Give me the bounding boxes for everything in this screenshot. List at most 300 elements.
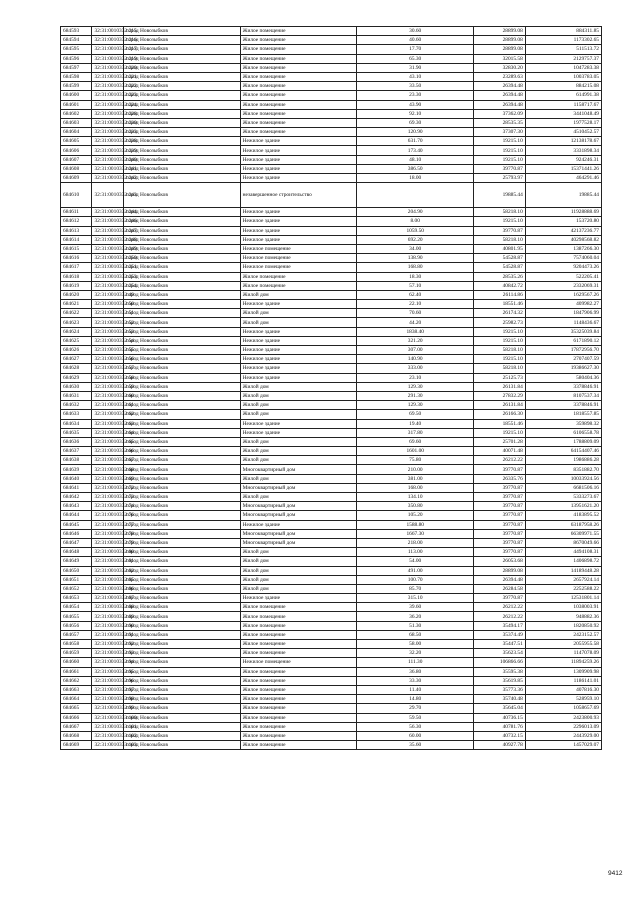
object-type-cell: Нежилое здание bbox=[240, 155, 357, 164]
specific-value-cell: 35773.36 bbox=[474, 685, 526, 694]
table-row bbox=[61, 548, 602, 557]
cadastral-number-cell: 32:31:0010332:81 bbox=[92, 557, 123, 566]
specific-value-cell: 40732.15 bbox=[474, 731, 526, 740]
address-cell: город Новозыбков bbox=[123, 346, 240, 355]
row-number-cell: 684629 bbox=[61, 373, 92, 382]
cadastral-value-cell: 2657924.14 bbox=[525, 575, 601, 584]
cadastral-number-cell: 32:31:0010332:217 bbox=[92, 45, 123, 54]
cadastral-value-cell: 1818557.85 bbox=[525, 410, 601, 419]
cadastral-value-cell: 1003783.05 bbox=[525, 72, 601, 81]
object-type-cell: Нежилое помещение bbox=[240, 244, 357, 253]
cadastral-value-cell: 1457029.07 bbox=[525, 741, 601, 750]
cadastral-value-cell: 11928888.69 bbox=[525, 208, 601, 217]
row-number-cell: 684646 bbox=[61, 529, 92, 538]
area-cell: 30.60 bbox=[357, 27, 474, 36]
address-cell: город Новозыбков bbox=[123, 630, 240, 639]
area-cell: 14.80 bbox=[357, 695, 474, 704]
specific-value-cell: 23289.63 bbox=[474, 72, 526, 81]
table-row bbox=[61, 208, 602, 217]
cadastral-value-cell: 1986886.28 bbox=[525, 456, 601, 465]
specific-value-cell: 18551.46 bbox=[474, 419, 526, 428]
specific-value-cell: 19215.10 bbox=[474, 355, 526, 364]
address-cell: город Новозыбков bbox=[123, 263, 240, 272]
cadastral-value-cell: 19885.44 bbox=[525, 183, 601, 208]
area-cell: 92.10 bbox=[357, 109, 474, 118]
table-row bbox=[61, 456, 602, 465]
cadastral-value-cell: 1309909.98 bbox=[525, 667, 601, 676]
address-cell: город Новозыбков bbox=[123, 100, 240, 109]
cadastral-number-cell: 32:31:0010332:87 bbox=[92, 594, 123, 603]
cadastral-number-cell: 32:31:0010332:247 bbox=[92, 226, 123, 235]
cadastral-value-cell: 7574060.04 bbox=[525, 254, 601, 263]
row-number-cell: 684607 bbox=[61, 155, 92, 164]
specific-value-cell: 39770.87 bbox=[474, 164, 526, 173]
object-type-cell: Жилой дом bbox=[240, 410, 357, 419]
address-cell: город Новозыбков bbox=[123, 208, 240, 217]
row-number-cell: 684616 bbox=[61, 254, 92, 263]
row-number-cell: 684654 bbox=[61, 603, 92, 612]
specific-value-cell: 39770.87 bbox=[474, 226, 526, 235]
cadastral-number-cell: 32:31:0010332:65 bbox=[92, 437, 123, 446]
row-number-cell: 684617 bbox=[61, 263, 92, 272]
address-cell: город Новозыбков bbox=[123, 155, 240, 164]
table-row bbox=[61, 164, 602, 173]
specific-value-cell: 28535.35 bbox=[474, 118, 526, 127]
cadastral-value-cell: 3441048.49 bbox=[525, 109, 601, 118]
table-row bbox=[61, 309, 602, 318]
area-cell: 36.80 bbox=[357, 667, 474, 676]
object-type-cell: Жилое помещение bbox=[240, 649, 357, 658]
specific-value-cell: 27832.29 bbox=[474, 391, 526, 400]
cadastral-number-cell: 32:31:0010332:238 bbox=[92, 137, 123, 146]
specific-value-cell: 40736.15 bbox=[474, 713, 526, 722]
cadastral-value-cell: 66309971.55 bbox=[525, 529, 601, 538]
area-cell: 57.10 bbox=[357, 281, 474, 290]
cadastral-number-cell: 32:31:0010332:216 bbox=[92, 36, 123, 45]
address-cell: город Новозыбков bbox=[123, 658, 240, 667]
object-type-cell: Нежилое помещение bbox=[240, 658, 357, 667]
table-row bbox=[61, 373, 602, 382]
specific-value-cell: 39770.87 bbox=[474, 483, 526, 492]
specific-value-cell: 26174.32 bbox=[474, 309, 526, 318]
cadastral-value-cell: 1629567.26 bbox=[525, 290, 601, 299]
object-type-cell: Жилой дом bbox=[240, 575, 357, 584]
address-cell: город Новозыбков bbox=[123, 428, 240, 437]
cadastral-number-cell: 32:31:0010332:54 bbox=[92, 336, 123, 345]
cadastral-number-cell: 32:31:0010332:72 bbox=[92, 483, 123, 492]
table-row bbox=[61, 520, 602, 529]
area-cell: 11.40 bbox=[357, 685, 474, 694]
address-cell: город Новозыбков bbox=[123, 465, 240, 474]
cadastral-number-cell: 32:31:0010332:64 bbox=[92, 428, 123, 437]
table-row bbox=[61, 502, 602, 511]
cadastral-value-cell: 948882.36 bbox=[525, 612, 601, 621]
address-cell: город Новозыбков bbox=[123, 235, 240, 244]
area-cell: 120.90 bbox=[357, 128, 474, 137]
cadastral-number-cell: 32:31:0010332:250 bbox=[92, 254, 123, 263]
area-cell: 100.70 bbox=[357, 575, 474, 584]
object-type-cell: Жилое помещение bbox=[240, 704, 357, 713]
address-cell: город Новозыбков bbox=[123, 164, 240, 173]
row-number-cell: 684657 bbox=[61, 630, 92, 639]
object-type-cell: Нежилое здание bbox=[240, 146, 357, 155]
row-number-cell: 684650 bbox=[61, 566, 92, 575]
object-type-cell: Жилое помещение bbox=[240, 54, 357, 63]
cadastral-value-cell: 1406898.72 bbox=[525, 557, 601, 566]
cadastral-number-cell: 32:31:0010332:89 bbox=[92, 612, 123, 621]
row-number-cell: 684624 bbox=[61, 327, 92, 336]
address-cell: город Новозыбков bbox=[123, 327, 240, 336]
object-type-cell: Жилое помещение bbox=[240, 109, 357, 118]
address-cell: город Новозыбков bbox=[123, 91, 240, 100]
specific-value-cell: 40071.48 bbox=[474, 447, 526, 456]
area-cell: 65.30 bbox=[357, 54, 474, 63]
cadastral-value-cell: 1058657.69 bbox=[525, 704, 601, 713]
cadastral-value-cell: 407816.30 bbox=[525, 685, 601, 694]
object-type-cell: Жилое помещение bbox=[240, 128, 357, 137]
specific-value-cell: 18551.46 bbox=[474, 300, 526, 309]
area-cell: 307.00 bbox=[357, 346, 474, 355]
object-type-cell: Нежилое здание bbox=[240, 226, 357, 235]
area-cell: 105.20 bbox=[357, 511, 474, 520]
area-cell: 204.90 bbox=[357, 208, 474, 217]
specific-value-cell: 19215.10 bbox=[474, 327, 526, 336]
specific-value-cell: 19215.10 bbox=[474, 155, 526, 164]
address-cell: город Новозыбков bbox=[123, 410, 240, 419]
row-number-cell: 684634 bbox=[61, 419, 92, 428]
cadastral-value-cell: 8670049.66 bbox=[525, 538, 601, 547]
row-number-cell: 684600 bbox=[61, 91, 92, 100]
object-type-cell: Нежилое здание bbox=[240, 355, 357, 364]
object-type-cell: Жилой дом bbox=[240, 548, 357, 557]
specific-value-cell: 39770.87 bbox=[474, 493, 526, 502]
address-cell: город Новозыбков bbox=[123, 174, 240, 183]
address-cell: город Новозыбков bbox=[123, 575, 240, 584]
row-number-cell: 684620 bbox=[61, 290, 92, 299]
area-cell: 491.00 bbox=[357, 566, 474, 575]
cadastral-value-cell: 12138178.67 bbox=[525, 137, 601, 146]
row-number-cell: 684597 bbox=[61, 63, 92, 72]
row-number-cell: 684611 bbox=[61, 208, 92, 217]
address-cell: город Новозыбков bbox=[123, 309, 240, 318]
cadastral-number-cell: 32:31:0010332:239 bbox=[92, 146, 123, 155]
row-number-cell: 684613 bbox=[61, 226, 92, 235]
specific-value-cell: 35595.38 bbox=[474, 667, 526, 676]
specific-value-cell: 58218.10 bbox=[474, 208, 526, 217]
specific-value-cell: 19215.10 bbox=[474, 137, 526, 146]
specific-value-cell: 54528.87 bbox=[474, 254, 526, 263]
row-number-cell: 684649 bbox=[61, 557, 92, 566]
address-cell: город Новозыбков bbox=[123, 137, 240, 146]
area-cell: 31.90 bbox=[357, 63, 474, 72]
cadastral-number-cell: 32:31:0010332:73 bbox=[92, 493, 123, 502]
area-cell: 1667.30 bbox=[357, 529, 474, 538]
specific-value-cell: 25793.97 bbox=[474, 174, 526, 183]
cadastral-number-cell: 32:31:0010332:58 bbox=[92, 373, 123, 382]
object-type-cell: Жилое помещение bbox=[240, 272, 357, 281]
table-row bbox=[61, 419, 602, 428]
table-row bbox=[61, 649, 602, 658]
cadastral-number-cell: 32:31:0010332:90 bbox=[92, 621, 123, 630]
address-cell: город Новозыбков bbox=[123, 36, 240, 45]
address-cell: город Новозыбков bbox=[123, 529, 240, 538]
cadastral-number-cell: 32:31:0010332:97 bbox=[92, 685, 123, 694]
object-type-cell: Жилой дом bbox=[240, 566, 357, 575]
cadastral-number-cell: 32:31:0010332:86 bbox=[92, 584, 123, 593]
cadastral-value-cell: 3378846.91 bbox=[525, 382, 601, 391]
specific-value-cell: 39770.87 bbox=[474, 511, 526, 520]
table-row bbox=[61, 290, 602, 299]
cadastral-value-cell: 64154407.46 bbox=[525, 447, 601, 456]
row-number-cell: 684644 bbox=[61, 511, 92, 520]
table-row bbox=[61, 137, 602, 146]
address-cell: город Новозыбков bbox=[123, 538, 240, 547]
object-type-cell: Многоквартирный дом bbox=[240, 511, 357, 520]
cadastral-number-cell: 32:31:0010332:77 bbox=[92, 520, 123, 529]
table-row bbox=[61, 428, 602, 437]
row-number-cell: 684596 bbox=[61, 54, 92, 63]
cadastral-value-cell: 2707407.59 bbox=[525, 355, 601, 364]
cadastral-value-cell: 4510452.57 bbox=[525, 128, 601, 137]
table-row bbox=[61, 474, 602, 483]
address-cell: город Новозыбков bbox=[123, 217, 240, 226]
table-row bbox=[61, 346, 602, 355]
object-type-cell: Жилое помещение bbox=[240, 91, 357, 100]
object-type-cell: Жилой дом bbox=[240, 447, 357, 456]
row-number-cell: 684642 bbox=[61, 493, 92, 502]
specific-value-cell: 58218.10 bbox=[474, 235, 526, 244]
address-cell: город Новозыбков bbox=[123, 290, 240, 299]
specific-value-cell: 39770.87 bbox=[474, 520, 526, 529]
area-cell: 173.40 bbox=[357, 146, 474, 155]
specific-value-cell: 39770.87 bbox=[474, 502, 526, 511]
area-cell: 68.50 bbox=[357, 630, 474, 639]
cadastral-value-cell: 40298568.82 bbox=[525, 235, 601, 244]
cadastral-value-cell: 1147078.09 bbox=[525, 649, 601, 658]
area-cell: 23.10 bbox=[357, 373, 474, 382]
address-cell: город Новозыбков bbox=[123, 146, 240, 155]
cadastral-value-cell: 884215.08 bbox=[525, 82, 601, 91]
specific-value-cell: 28899.08 bbox=[474, 27, 526, 36]
row-number-cell: 684630 bbox=[61, 382, 92, 391]
cadastral-number-cell: 32:31:0010332:68 bbox=[92, 465, 123, 474]
area-cell: 317.80 bbox=[357, 428, 474, 437]
specific-value-cell: 26394.48 bbox=[474, 575, 526, 584]
address-cell: город Новозыбков bbox=[123, 391, 240, 400]
cadastral-number-cell: 32:31:0010332:80 bbox=[92, 548, 123, 557]
row-number-cell: 684614 bbox=[61, 235, 92, 244]
cadastral-number-cell: 32:31:0010332:241 bbox=[92, 164, 123, 173]
table-row bbox=[61, 557, 602, 566]
address-cell: город Новозыбков bbox=[123, 548, 240, 557]
area-cell: 69.30 bbox=[357, 118, 474, 127]
cadastral-value-cell: 924246.31 bbox=[525, 155, 601, 164]
area-cell: 168.80 bbox=[357, 263, 474, 272]
address-cell: город Новозыбков bbox=[123, 226, 240, 235]
cadastral-number-cell: 32:31:0010332:228 bbox=[92, 109, 123, 118]
area-cell: 18.00 bbox=[357, 174, 474, 183]
cadastral-number-cell: 32:31:0010332:219 bbox=[92, 54, 123, 63]
table-row bbox=[61, 91, 602, 100]
area-cell: 22.10 bbox=[357, 300, 474, 309]
object-type-cell: Жилой дом bbox=[240, 391, 357, 400]
object-type-cell: Жилое помещение bbox=[240, 685, 357, 694]
object-type-cell: Нежилое здание bbox=[240, 217, 357, 226]
cadastral-number-cell: 32:31:0010333:103 bbox=[92, 741, 123, 750]
specific-value-cell: 35623.54 bbox=[474, 649, 526, 658]
address-cell: город Новозыбков bbox=[123, 244, 240, 253]
address-cell: город Новозыбков bbox=[123, 649, 240, 658]
object-type-cell: Нежилое здание bbox=[240, 336, 357, 345]
row-number-cell: 684602 bbox=[61, 109, 92, 118]
cadastral-number-cell: 32:31:0010332:52 bbox=[92, 318, 123, 327]
object-type-cell: Многоквартирный дом bbox=[240, 529, 357, 538]
cadastral-number-cell: 32:31:0010332:78 bbox=[92, 529, 123, 538]
cadastral-value-cell: 6171890.12 bbox=[525, 336, 601, 345]
table-row bbox=[61, 155, 602, 164]
cadastral-value-cell: 1820850.92 bbox=[525, 621, 601, 630]
area-cell: 70.60 bbox=[357, 309, 474, 318]
object-type-cell: Жилое помещение bbox=[240, 667, 357, 676]
object-type-cell: Многоквартирный дом bbox=[240, 502, 357, 511]
area-cell: 58.00 bbox=[357, 640, 474, 649]
row-number-cell: 684659 bbox=[61, 649, 92, 658]
cadastral-value-cell: 35325039.84 bbox=[525, 327, 601, 336]
row-number-cell: 684636 bbox=[61, 437, 92, 446]
specific-value-cell: 26166.30 bbox=[474, 410, 526, 419]
area-cell: 113.00 bbox=[357, 548, 474, 557]
object-type-cell: Жилое помещение bbox=[240, 27, 357, 36]
cadastral-value-cell: 153720.80 bbox=[525, 217, 601, 226]
specific-value-cell: 39770.87 bbox=[474, 548, 526, 557]
table-row bbox=[61, 281, 602, 290]
row-number-cell: 684662 bbox=[61, 676, 92, 685]
address-cell: город Новозыбков bbox=[123, 603, 240, 612]
specific-value-cell: 25701.28 bbox=[474, 437, 526, 446]
table-row bbox=[61, 254, 602, 263]
area-cell: 692.20 bbox=[357, 235, 474, 244]
cadastral-value-cell: 2129757.37 bbox=[525, 54, 601, 63]
row-number-cell: 684643 bbox=[61, 502, 92, 511]
address-cell: город Новозыбков bbox=[123, 474, 240, 483]
table-row bbox=[61, 575, 602, 584]
specific-value-cell: 26131.84 bbox=[474, 401, 526, 410]
area-cell: 291.30 bbox=[357, 391, 474, 400]
address-cell: город Новозыбков bbox=[123, 336, 240, 345]
cadastral-number-cell: 32:31:0010332:51 bbox=[92, 309, 123, 318]
area-cell: 17.70 bbox=[357, 45, 474, 54]
table-row bbox=[61, 45, 602, 54]
table-row bbox=[61, 63, 602, 72]
cadastral-number-cell: 32:31:0010332:92 bbox=[92, 640, 123, 649]
cadastral-value-cell: 2296013.09 bbox=[525, 722, 601, 731]
area-cell: 44.20 bbox=[357, 318, 474, 327]
address-cell: город Новозыбков bbox=[123, 667, 240, 676]
object-type-cell: Жилое помещение bbox=[240, 695, 357, 704]
address-cell: город Новозыбков bbox=[123, 713, 240, 722]
cadastral-number-cell: 32:31:0010332:253 bbox=[92, 272, 123, 281]
object-type-cell: Жилое помещение bbox=[240, 36, 357, 45]
area-cell: 321.20 bbox=[357, 336, 474, 345]
table-row bbox=[61, 300, 602, 309]
cadastral-number-cell: 32:31:0010332:62 bbox=[92, 410, 123, 419]
specific-value-cell: 19215.10 bbox=[474, 336, 526, 345]
object-type-cell: Нежилое здание bbox=[240, 364, 357, 373]
row-number-cell: 684651 bbox=[61, 575, 92, 584]
page-number: 9412 bbox=[608, 870, 623, 877]
cadastral-number-cell: 32:31:0010332:76 bbox=[92, 511, 123, 520]
table-row bbox=[61, 511, 602, 520]
cadastral-value-cell: 4494108.31 bbox=[525, 548, 601, 557]
object-type-cell: Многоквартирный дом bbox=[240, 538, 357, 547]
specific-value-cell: 58218.10 bbox=[474, 364, 526, 373]
specific-value-cell: 19215.10 bbox=[474, 428, 526, 437]
object-type-cell: Жилое помещение bbox=[240, 45, 357, 54]
specific-value-cell: 35740.48 bbox=[474, 695, 526, 704]
specific-value-cell: 19885.44 bbox=[474, 183, 526, 208]
object-type-cell: Жилое помещение bbox=[240, 118, 357, 127]
specific-value-cell: 54528.87 bbox=[474, 263, 526, 272]
area-cell: 1838.40 bbox=[357, 327, 474, 336]
row-number-cell: 684653 bbox=[61, 594, 92, 603]
cadastral-value-cell: 6681506.16 bbox=[525, 483, 601, 492]
row-number-cell: 684656 bbox=[61, 621, 92, 630]
table-row bbox=[61, 118, 602, 127]
row-number-cell: 684647 bbox=[61, 538, 92, 547]
cadastral-value-cell: 1148436.67 bbox=[525, 318, 601, 327]
cadastral-value-cell: 511513.72 bbox=[525, 45, 601, 54]
specific-value-cell: 35619.85 bbox=[474, 676, 526, 685]
cadastral-value-cell: 2332069.31 bbox=[525, 281, 601, 290]
object-type-cell: Жилой дом bbox=[240, 557, 357, 566]
object-type-cell: Нежилое здание bbox=[240, 520, 357, 529]
specific-value-cell: 26394.48 bbox=[474, 91, 526, 100]
row-number-cell: 684663 bbox=[61, 685, 92, 694]
row-number-cell: 684667 bbox=[61, 722, 92, 731]
table-row bbox=[61, 621, 602, 630]
table-row bbox=[61, 174, 602, 183]
cadastral-number-cell: 32:31:0010332:244 bbox=[92, 208, 123, 217]
cadastral-number-cell: 32:31:0010332:99 bbox=[92, 704, 123, 713]
cadastral-number-cell: 32:31:0010332:251 bbox=[92, 263, 123, 272]
row-number-cell: 684598 bbox=[61, 72, 92, 81]
area-cell: 29.70 bbox=[357, 704, 474, 713]
cadastral-number-cell: 32:31:0010332:93 bbox=[92, 649, 123, 658]
cadastral-value-cell: 409982.27 bbox=[525, 300, 601, 309]
table-row bbox=[61, 640, 602, 649]
cadastral-number-cell: 32:31:0010332:85 bbox=[92, 575, 123, 584]
cadastral-number-cell: 32:31:0010332:249 bbox=[92, 244, 123, 253]
specific-value-cell: 19215.10 bbox=[474, 217, 526, 226]
table-row bbox=[61, 364, 602, 373]
object-type-cell: Жилое помещение bbox=[240, 63, 357, 72]
object-type-cell: Жилой дом bbox=[240, 309, 357, 318]
address-cell: город Новозыбков bbox=[123, 27, 240, 36]
address-cell: город Новозыбков bbox=[123, 82, 240, 91]
area-cell: 23.30 bbox=[357, 91, 474, 100]
table-row bbox=[61, 146, 602, 155]
object-type-cell: Многоквартирный дом bbox=[240, 465, 357, 474]
row-number-cell: 684645 bbox=[61, 520, 92, 529]
cadastral-number-cell: 32:31:0010333:101 bbox=[92, 722, 123, 731]
row-number-cell: 684648 bbox=[61, 548, 92, 557]
area-cell: 51.30 bbox=[357, 621, 474, 630]
row-number-cell: 684601 bbox=[61, 100, 92, 109]
row-number-cell: 684633 bbox=[61, 410, 92, 419]
area-cell: 210.00 bbox=[357, 465, 474, 474]
specific-value-cell: 26212.22 bbox=[474, 456, 526, 465]
address-cell: город Новозыбков bbox=[123, 118, 240, 127]
